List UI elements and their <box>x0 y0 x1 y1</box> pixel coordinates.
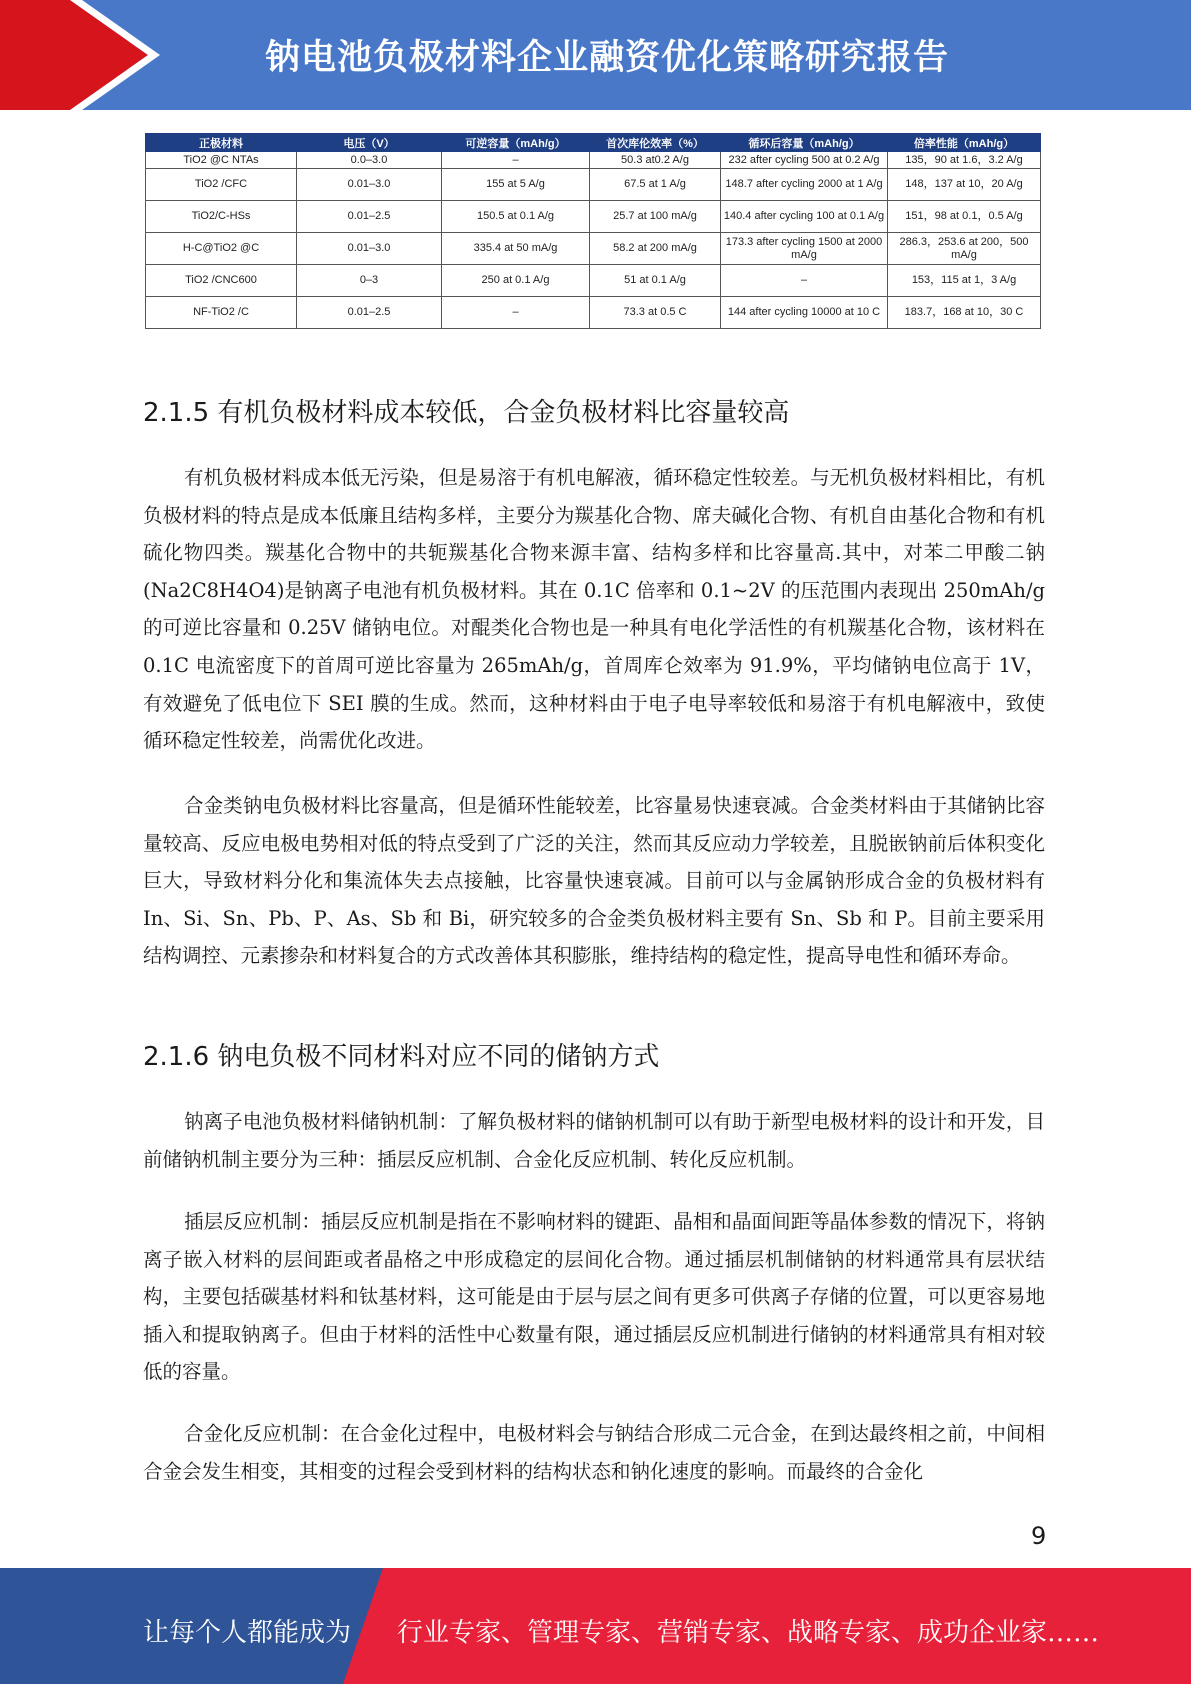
table-header-cell: 循环后容量（mAh/g） <box>721 134 888 152</box>
paragraph: 有机负极材料成本低无污染，但是易溶于有机电解液，循环稳定性较差。与无机负极材料相比，有机负极材料的特点是成本低廉且结构多样，主要分为羰基化合物、席夫碱化合物、有机自由基化合物和有机硫化物四类。羰基化合物中的共轭羰基化合物来源丰富、结构多样和比容量高.其中，对苯二甲酸二钠(Na2C8H4O4)是钠离子电池有机负极材料。其在 0.1C 倍率和 0.1~2V 的压范围内表现出 250mAh/g 的可逆比容量和 0.25V 储钠电位。对醌类化合物也是一种具有电化学活性的有机羰基化合物，该材料在 0.1C 电流密度下的首周可逆比容量为 265mAh/g，首周库仑效率为 91.9%，平均储钠电位高于 1V，有效避免了低电位下 SEI 膜的生成。然而，这种材料由于电子电导率较低和易溶于有机电解液中，致使循环稳定性较差，尚需优化改进。 <box>143 466 1045 753</box>
table-cell: 183.7，168 at 10，30 C <box>888 297 1041 329</box>
footer-banner <box>0 1568 1191 1684</box>
table-header-cell: 首次库伦效率（%） <box>590 134 721 152</box>
table-cell: TiO2/C-HSs <box>146 201 297 233</box>
table-row <box>146 265 1041 297</box>
section-heading-2-1-6: 2.1.6 钠电负极不同材料对应不同的储钠方式 <box>143 1042 660 1072</box>
table-cell: 67.5 at 1 A/g <box>590 169 721 201</box>
table-header-cell: 电压（V） <box>297 134 442 152</box>
table-cell: 0–3 <box>297 265 442 297</box>
table-cell: NF-TiO2 /C <box>146 297 297 329</box>
table-cell: 140.4 after cycling 100 at 0.1 A/g <box>721 201 888 233</box>
table-cell: 51 at 0.1 A/g <box>590 265 721 297</box>
table-header-cell: 倍率性能（mAh/g） <box>888 134 1041 152</box>
table-row <box>146 297 1041 329</box>
table-cell: 148，137 at 10，20 A/g <box>888 169 1041 201</box>
table-cell: 232 after cycling 500 at 0.2 A/g <box>721 152 888 169</box>
table-cell: TiO2 /CFC <box>146 169 297 201</box>
table-cell: 153，115 at 1，3 A/g <box>888 265 1041 297</box>
materials-table <box>145 133 1041 329</box>
table-cell: 173.3 after cycling 1500 at 2000 mA/g <box>721 233 888 265</box>
table-cell: H-C@TiO2 @C <box>146 233 297 265</box>
header-banner <box>0 0 1191 110</box>
table-cell: 135，90 at 1.6，3.2 A/g <box>888 152 1041 169</box>
table-cell: 335.4 at 50 mA/g <box>442 233 590 265</box>
table-row <box>146 169 1041 201</box>
table-cell: TiO2 @C NTAs <box>146 152 297 169</box>
table-header-row <box>146 134 1041 152</box>
table-cell: – <box>721 265 888 297</box>
table-cell: 0.0–3.0 <box>297 152 442 169</box>
table-cell: – <box>442 152 590 169</box>
table-row <box>146 201 1041 233</box>
footer-slogan-left: 让每个人都能成为 <box>143 1618 352 1648</box>
table-cell: 148.7 after cycling 2000 at 1 A/g <box>721 169 888 201</box>
header-red-chevron <box>0 0 148 110</box>
table-cell: 286.3，253.6 at 200，500 mA/g <box>888 233 1041 265</box>
table-cell: 144 after cycling 10000 at 10 C <box>721 297 888 329</box>
table-cell: 0.01–2.5 <box>297 297 442 329</box>
paragraph: 合金化反应机制：在合金化过程中，电极材料会与钠结合形成二元合金，在到达最终相之前，中间相合金会发生相变，其相变的过程会受到材料的结构状态和钠化速度的影响。而最终的合金化 <box>143 1422 1045 1483</box>
table-row <box>146 152 1041 169</box>
table-cell: 50.3 at0.2 A/g <box>590 152 721 169</box>
table-cell: 150.5 at 0.1 A/g <box>442 201 590 233</box>
table-cell: 58.2 at 200 mA/g <box>590 233 721 265</box>
table-header-cell: 可逆容量（mAh/g） <box>442 134 590 152</box>
table-cell: 25.7 at 100 mA/g <box>590 201 721 233</box>
header-title: 钠电池负极材料企业融资优化策略研究报告 <box>265 38 950 78</box>
table-cell: 73.3 at 0.5 C <box>590 297 721 329</box>
table-cell: – <box>442 297 590 329</box>
table-cell: 0.01–3.0 <box>297 169 442 201</box>
section-heading-2-1-5: 2.1.5 有机负极材料成本较低，合金负极材料比容量较高 <box>143 398 790 428</box>
table-cell: TiO2 /CNC600 <box>146 265 297 297</box>
table-header-cell: 正极材料 <box>146 134 297 152</box>
table-cell: 155 at 5 A/g <box>442 169 590 201</box>
footer-slogan-right: 行业专家、管理专家、营销专家、战略专家、成功企业家…… <box>397 1618 1100 1648</box>
table-cell: 0.01–2.5 <box>297 201 442 233</box>
page-number: 9 <box>1031 1522 1047 1550</box>
paragraph: 钠离子电池负极材料储钠机制：了解负极材料的储钠机制可以有助于新型电极材料的设计和开发，目前储钠机制主要分为三种：插层反应机制、合金化反应机制、转化反应机制。 <box>143 1110 1045 1171</box>
table-cell: 0.01–3.0 <box>297 233 442 265</box>
paragraph: 合金类钠电负极材料比容量高，但是循环性能较差，比容量易快速衰减。合金类材料由于其储钠比容量较高、反应电极电势相对低的特点受到了广泛的关注，然而其反应动力学较差，且脱嵌钠前后体积变化巨大，导致材料分化和集流体失去点接触，比容量快速衰减。目前可以与金属钠形成合金的负极材料有 In、Si、Sn、Pb、P、As、Sb 和 Bi，研究较多的合金类负极材料主要有 Sn、Sb 和 P。目前主要采用结构调控、元素掺杂和材料复合的方式改善体其积膨胀，维持结构的稳定性，提高导电性和循环寿命。 <box>143 794 1045 968</box>
table-cell: 250 at 0.1 A/g <box>442 265 590 297</box>
table-cell: 151，98 at 0.1，0.5 A/g <box>888 201 1041 233</box>
table-row <box>146 233 1041 265</box>
paragraph: 插层反应机制：插层反应机制是指在不影响材料的键距、晶相和晶面间距等晶体参数的情况下，将钠离子嵌入材料的层间距或者晶格之中形成稳定的层间化合物。通过插层机制储钠的材料通常具有层状结构，主要包括碳基材料和钛基材料，这可能是由于层与层之间有更多可供离子存储的位置，可以更容易地插入和提取钠离子。但由于材料的活性中心数量有限，通过插层反应机制进行储钠的材料通常具有相对较低的容量。 <box>143 1210 1045 1384</box>
